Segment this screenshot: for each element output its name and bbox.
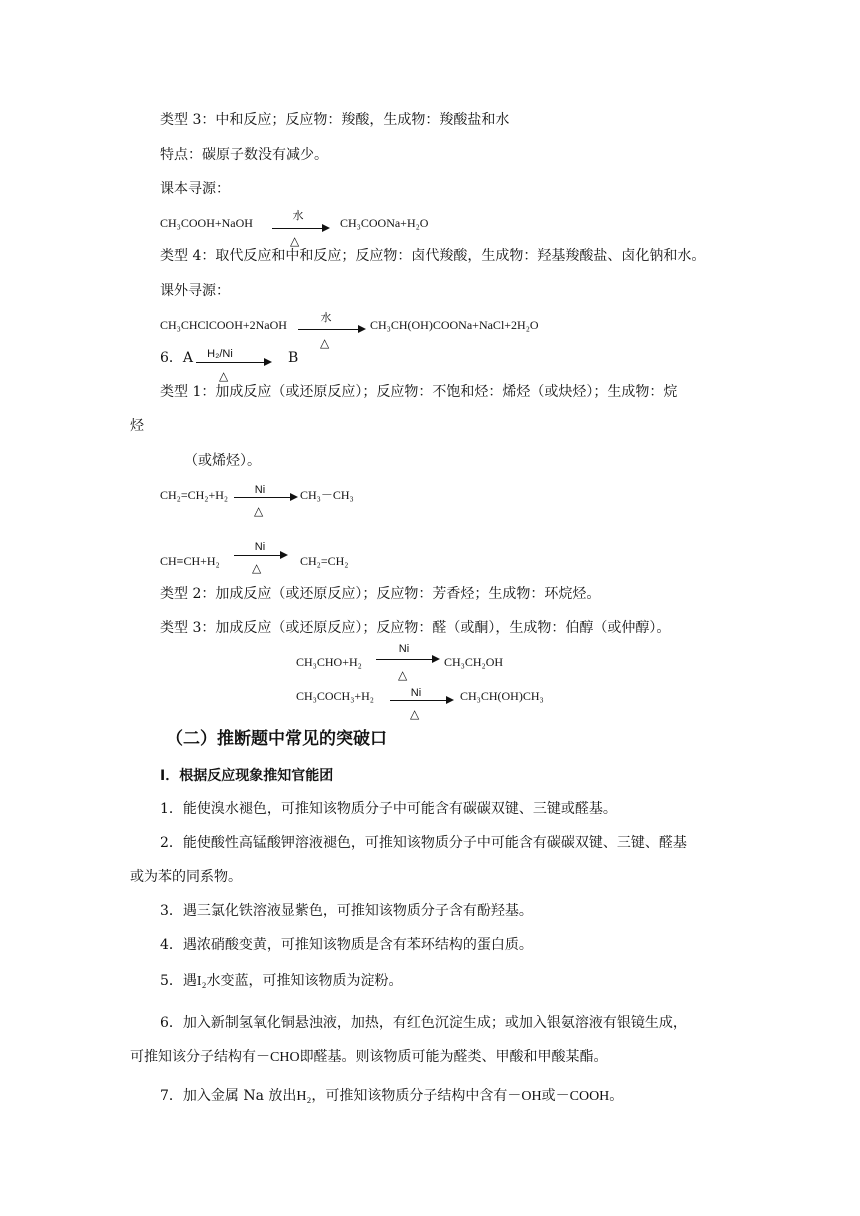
type4-substitution: 类型 4：取代反应和中和反应；反应物：卤代羧酸，生成物：羟基羧酸盐、卤化钠和水。 [160,248,706,264]
item-1: 1．能使溴水褪色，可推知该物质分子中可能含有碳碳双键、三键或醛基。 [160,801,617,817]
heat-symbol: △ [398,668,408,682]
heat-symbol: △ [290,234,300,248]
type1-continued: 烃 [130,418,144,434]
item-6-suffix: 即醛基。则该物质可能为醛类、甲酸和甲酸某酯。 [299,1049,608,1065]
equation-5-condition: Ni [398,643,410,655]
type1-addition: 类型 1：加成反应（或还原反应）；反应物：不饱和烃：烯烃（或炔烃）；生成物：烷 [160,384,678,400]
item-7-prefix: 7．加入金属 Na 放出 [160,1088,297,1104]
type2-addition: 类型 2：加成反应（或还原反应）；反应物：芳香烃；生成物：环烷烃。 [160,586,601,602]
heat-symbol: △ [252,561,262,575]
equation-1-right: CH₃COONa+H₂O [340,216,429,230]
heat-symbol: △ [254,504,264,518]
item-5-suffix: 水变蓝，可推知该物质为淀粉。 [206,973,403,989]
type3-neutralization: 类型 3：中和反应；反应物：羧酸，生成物：羧酸盐和水 [160,112,510,128]
item-7-suffix: 。 [609,1088,624,1104]
item-6-b: B [288,350,299,366]
equation-3-right: CH₃－CH₃ [300,488,354,502]
equation-2-left: CH₃CHClCOOH+2NaOH [160,318,287,332]
item-6-arrow [196,362,270,363]
feature-line: 特点：碳原子数没有减少。 [160,147,328,163]
item-7-middle: ，可推知该物质分子结构中含有 [311,1088,508,1104]
equation-1-condition: 水 [292,210,304,222]
equation-4-arrow [234,555,286,556]
textbook-source-label: 课本寻源： [160,181,230,197]
item-5 [160,972,402,991]
equation-2-right: CH₃CH(OH)COONa+NaCl+2H₂O [370,318,539,332]
equation-5-left: CH₃CHO+H₂ [296,655,362,669]
extra-source-label: 课外寻源： [160,283,230,299]
item-4: 4．遇浓硝酸变黄，可推知该物质是含有苯环结构的蛋白质。 [160,937,533,953]
equation-3-left: CH₂=CH₂+H₂ [160,488,229,502]
heat-symbol: △ [320,336,330,350]
equation-4-condition: Ni [254,541,266,553]
item-7 [160,1087,623,1106]
item-6-continued [130,1048,608,1067]
equation-2-arrow [298,329,364,330]
type1-note: （或烯烃）。 [184,453,261,469]
equation-4-left: CH≡CH+H₂ [160,554,220,568]
equation-6-left: CH₃COCH₃+H₂ [296,689,374,703]
equation-1-arrow [272,228,328,229]
equation-6-arrow [390,700,452,701]
item-6-condition: H₂/Ni [207,348,233,360]
item-3: 3．遇三氯化铁溶液显紫色，可推知该物质分子含有酚羟基。 [160,903,533,919]
equation-6-right: CH₃CH(OH)CH₃ [460,689,544,703]
equation-6-condition: Ni [410,687,422,699]
type3-addition: 类型 3：加成反应（或还原反应）；反应物：醛（或酮），生成物：伯醇（或仲醇）。 [160,620,671,636]
equation-5-arrow [376,659,438,660]
hydroxyl-carboxyl-formula: －OH或－COOH [507,1089,610,1104]
heat-symbol: △ [410,707,420,721]
equation-5-right: CH₃CH₂OH [444,655,504,669]
hydrogen-formula: H₂ [296,1089,312,1104]
item-6: 6．加入新制氢氧化铜悬浊液，加热，有红色沉淀生成；或加入银氨溶液有银镜生成， [160,1015,687,1031]
item-2: 2．能使酸性高锰酸钾溶液褪色，可推知该物质分子中可能含有碳碳双键、三键、醛基 [160,835,687,851]
equation-3-condition: Ni [254,484,266,496]
section-title: （二）推断题中常见的突破口 [166,729,387,749]
iodine-formula: I₂ [196,974,207,989]
item-6-prefix: 可推知该分子结构有 [130,1049,256,1065]
item-2-continued: 或为苯的同系物。 [130,869,242,885]
aldehyde-group-formula: －CHO [256,1050,300,1065]
equation-1-left: CH₃COOH+NaOH [160,216,253,230]
equation-3-arrow [234,497,296,498]
heat-symbol: △ [219,369,229,383]
section-subtitle: Ⅰ．根据反应现象推知官能团 [160,768,334,784]
item-5-prefix: 5．遇 [160,973,197,989]
item-6-a: 6．A [160,350,194,366]
equation-2-condition: 水 [320,312,332,324]
equation-4-right: CH₂=CH₂ [300,554,349,568]
